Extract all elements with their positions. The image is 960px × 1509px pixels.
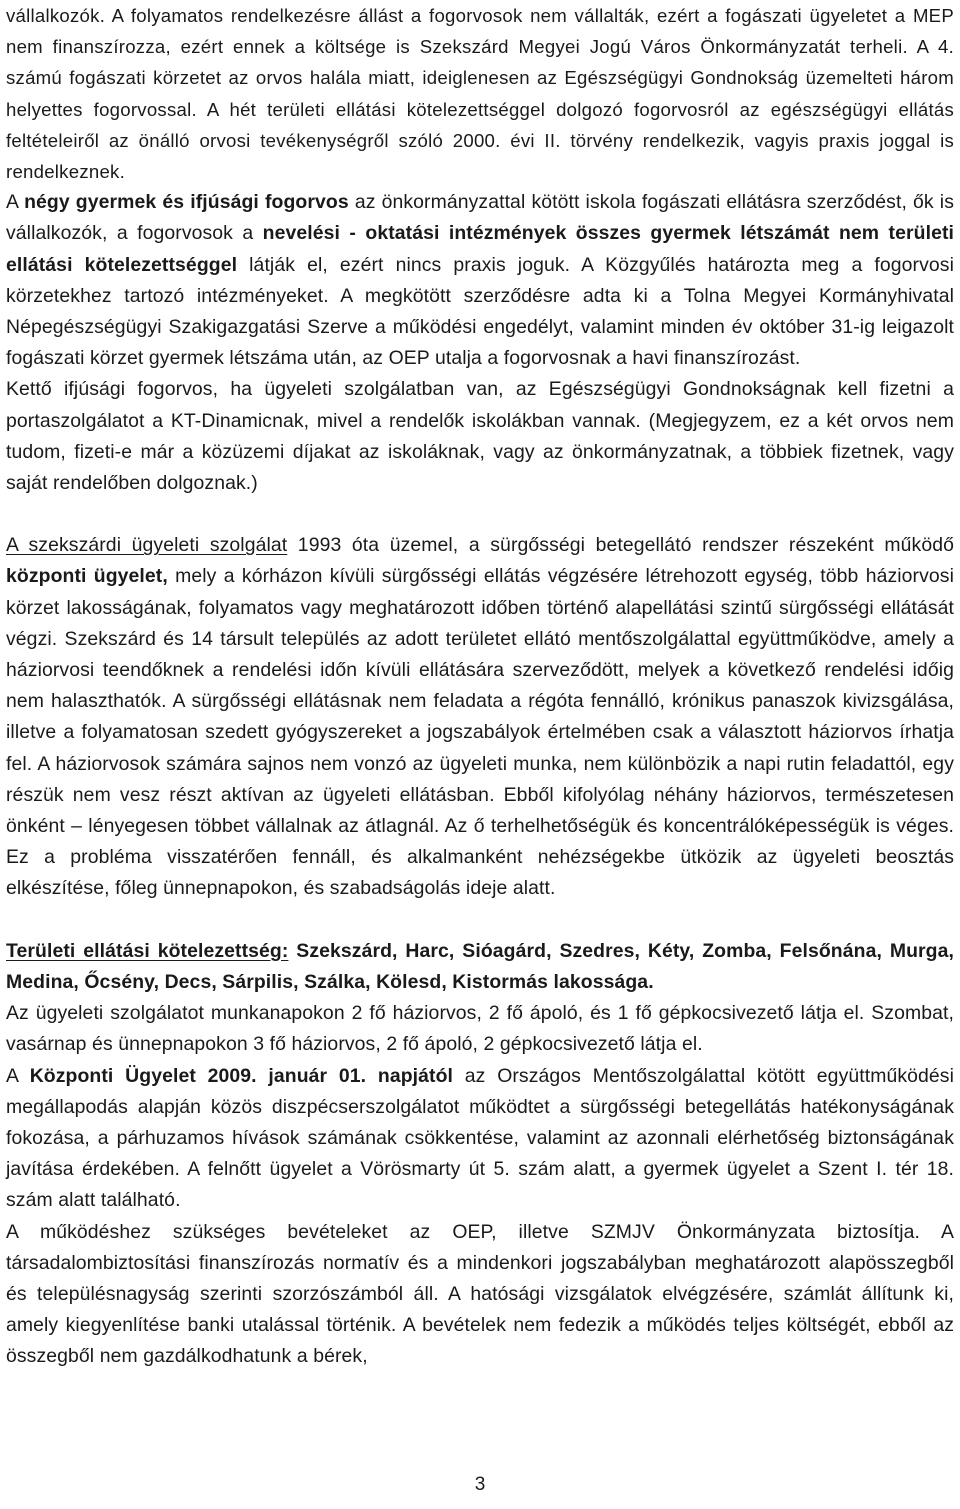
- paragraph-youth-dentists: Kettő ifjúsági fogorvos, ha ügyeleti szolgálatban van, az Egészségügyi Gondnokságnak kell fizetni a portaszolgálatot a KT-Dinamicnak, mivel a rendelők iskolákban vannak. (Megjegyzem, ez a két orvos nem tudom, fizeti-e már a közüzemi díjakat az iskoláknak, vagy az önkormányzatnak, a többiek fizetnek, vagy saját rendelőben dolgoznak.): [6, 378, 954, 495]
- emphasis: nevelési - oktatási intézmények összes gyermek létszámát nem területi ellátási kötelezettséggel: [6, 222, 955, 276]
- paragraph-duty-service: A szekszárdi ügyeleti szolgálat 1993 óta üzemel, a sürgősségi betegellátó rendszer részeként működő központi ügyelet, mely a kórházon kívüli sürgősségi ellátás végzésére létrehozott egység, több háziorvosi körzet lakosságának, folyamatos vagy meghatározott időben történő alapellátási szintű sürgősségi ellátását végzi. Szekszárd és 14 társult település az adott területet ellátó mentőszolgálattal együttműködve, amely a háziorvosi teendőknek a rendelési időn kívüli ellátására szerveződött, melyek a következő rendelési időig nem halaszthatók. A sürgősségi ellátásnak nem feladata a régóta fennálló, krónikus panaszok kivizsgálása, illetve a folyamatosan szedett gyógyszereket a jogszabályok értelmében csak a választott háziorvos írhatja fel. A háziorvosok számára sajnos nem vonzó az ügyeleti munka, nem különbözik a napi rutin feladattól, egy részük nem vesz részt aktívan az ügyeleti ellátásban. Ebből kifolyólag néhány háziorvos, természetesen önként – lényegesen többet vállalnak az átlagnál. Az ő terhelhetőségük és koncentrálóképességük is véges. Ez a probléma visszatérően fennáll, és alkalmanként nehézségekbe ütközik az ügyeleti beosztás elkészítése, főleg ünnepnapokon, és szabadságolás ideje alatt.: [6, 534, 954, 900]
- paragraph-school-dentists: A négy gyermek és ifjúsági fogorvos az önkormányzattal kötött iskola fogászati ellátásra szerződést, ők is vállalkozók, a fogorvosok a nevelési - oktatási intézmények összes gyermek létszámát nem területi ellátási kötelezettséggel látják el, ezért nincs praxis joguk. A Közgyűlés határozta meg a fogorvosi körzetekhez tartozó intézményeket. A megkötött szerződésre adta ki a Tolna Megyei Kormányhivatal Népegészségügyi Szakigazgatási Szerve a működési engedélyt, valamint minden év október 31-ig leigazolt fogászati körzet gyermek létszáma után, az OEP utalja a fogorvosnak a havi finanszírozást.: [6, 191, 955, 370]
- emphasis: Központi Ügyelet 2009. január 01. napjától: [29, 1064, 454, 1087]
- emphasis: központi ügyelet,: [6, 565, 168, 588]
- paragraph-central-duty: A Központi Ügyelet 2009. január 01. napjától az Országos Mentőszolgálattal kötött együttműködési megállapodás alapján közös diszpécserszolgálatot működtet a sürgősségi betegellátás hatékonyságának fokozása, a párhuzamos hívások számának csökkentése, valamint az azonnali elérhetőség biztonságának javítása érdekében. A felnőtt ügyelet a Vörösmarty út 5. szám alatt, a gyermek ügyelet a Szent I. tér 18. szám alatt található.: [6, 1064, 955, 1212]
- paragraph-dental-funding: [6, 0, 954, 187]
- emphasis: Szekszárd, Harc, Sióagárd, Szedres, Kéty, Zomba, Felsőnána, Murga, Medina, Őcsény, Decs, Sárpilis, Szálka, Kölesd, Kistormás lakossága.: [6, 939, 954, 993]
- paragraph-revenue: A működéshez szükséges bevételeket az OEP, illetve SZMJV Önkormányzata biztosítja. A társadalombiztosítási finanszírozás normatív és a mindenkori jogszabályban meghatározott alapösszegből és településnagyság szerinti szorzószámból áll. A hatósági vizsgálatok elvégzésére, számlát állítunk ki, amely kiegyenlítése banki utalással történik. A bevételek nem fedezik a működés teljes költségét, ebből az összegből nem gazdálkodhatunk a bérek,: [6, 1220, 954, 1368]
- spacer: [6, 905, 954, 936]
- paragraph-service-area: [6, 936, 954, 998]
- section-heading: Területi ellátási kötelezettség:: [6, 939, 289, 962]
- page-number: 3: [474, 1474, 486, 1495]
- text: vállalkozók. A folyamatos rendelkezésre állást a fogorvosok nem vállalták, ezért a fogászati ügyeletet a MEP nem finanszírozza, ezért ennek a költsége is Szekszárd Megyei Jogú Város Önkormányzatát terheli. A 4. számú fogászati körzetet az orvos halála miatt, ideiglenesen az Egészségügyi Gondnokság üzemelteti három helyettes fogorvossal. A hét területi ellátási kötelezettséggel dolgozó fogorvosról az egészségügyi ellátás feltételeiről az önálló orvosi tevékenységről szóló 2000. évi II. törvény rendelkezik, vagyis praxis joggal is rendelkeznek.: [6, 5, 954, 183]
- document-page: [6, 0, 954, 1373]
- section-heading: A szekszárdi ügyeleti szolgálat: [6, 534, 288, 557]
- emphasis: négy gyermek és ifjúsági fogorvos: [24, 191, 349, 214]
- paragraph-staffing: Az ügyeleti szolgálatot munkanapokon 2 fő háziorvos, 2 fő ápoló, és 1 fő gépkocsivezető látja el. Szombat, vasárnap és ünnepnapokon 3 fő háziorvos, 2 fő ápoló, 2 gépkocsivezető látja el.: [6, 1002, 954, 1056]
- spacer: [6, 499, 954, 530]
